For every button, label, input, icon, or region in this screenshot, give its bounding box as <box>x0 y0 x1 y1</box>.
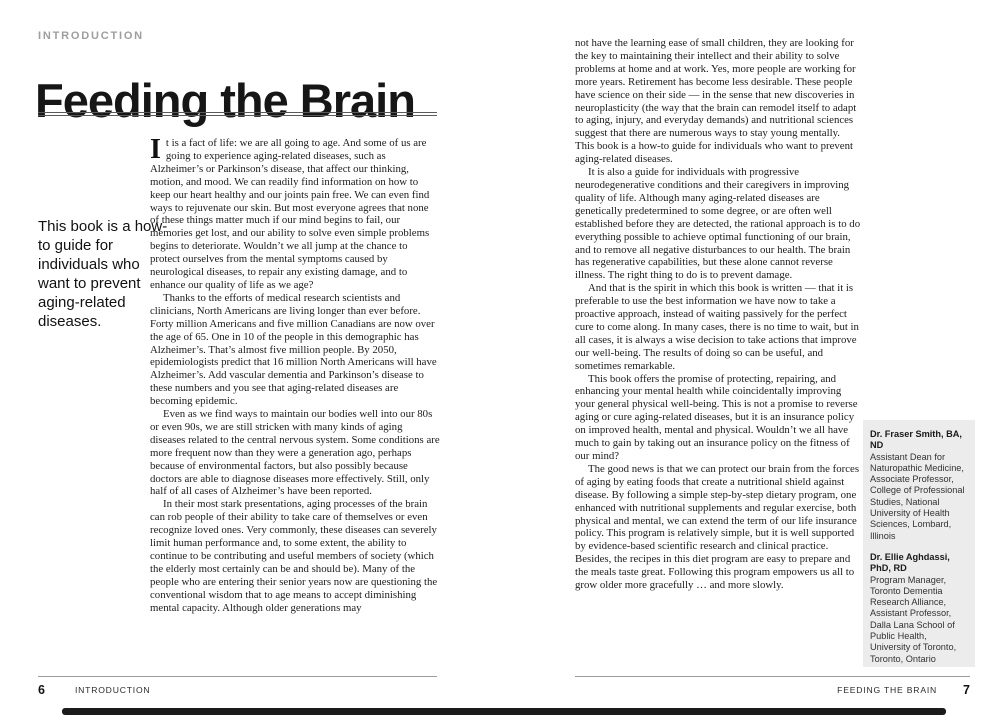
chapter-title: Feeding the Brain <box>35 74 415 128</box>
paragraph: not have the learning ease of small children, they are looking for the key to maintaining their intellect and their ability to solve problems at home and at work. Yes, more people are working for more years. Retirement has become less desirable. These people have science on their side — in the sense that new discoveries in neuroplasticity (the way that the brain can remodel itself to adapt to aging, injury, and everyday demands) and nutritional sciences suggest that there are numerous ways to stay young mentally. This book is a how-to guide for individuals who want to prevent aging-related diseases. <box>575 37 857 166</box>
bottom-shadow-bar <box>62 708 946 715</box>
right-footer-rule <box>575 676 970 677</box>
paragraph: And that is the spirit in which this book is written — that it is preferable to use the best information we have now to take a proactive approach, instead of waiting passively for the perfect cure to come along. In many cases, there is no time to wait, but in all cases, it is always a wise decision to take actions that improve our well-being. The results of doing so can be useful, and sometimes remarkable. <box>575 282 859 372</box>
right-footer <box>575 681 970 699</box>
author-bio: Assistant Dean for Naturopathic Medicine, Associate Professor, College of Professional Studies, National University of Health Sciences, Lombard, Illinois <box>870 451 965 541</box>
left-page-number: 6 <box>38 683 45 697</box>
pull-quote: This book is a how-to guide for individuals who want to prevent aging-related diseases. <box>38 218 168 330</box>
author-name: Dr. Fraser Smith, BA, ND <box>870 429 962 451</box>
paragraph: Thanks to the efforts of medical research scientists and clinicians, North Americans are living longer than ever before. Forty million Americans and five million Canadians are now over the age of 65. One in 10 of the people in this demographic has Alzheimer’s. That’s almost five million people. By 2050, epidemiologists predict that 16 million North Americans will have Alzheimer’s. Add vascular dementia and Parkinson’s disease to these numbers and you see that aging-related diseases are becoming epidemic. <box>150 291 437 408</box>
paragraph: The good news is that we can protect our brain from the forces of aging by eating foods that create a nutritional shield against disease. By following a simple step-by-step dietary program, one enhanced with nutritional supplements and regular exercise, both physical and mental, we can extend the term of our life insurance policy. This program is relatively simple, but it is well supported by evidence-based scientific research and clinical practice. Besides, the recipes in this diet program are easy to prepare and the meals taste great. Following this program empowers us all to grow older more gracefully … and more slowly. <box>575 462 860 592</box>
right-body-column <box>575 37 861 673</box>
paragraph: In their most stark presentations, aging processes of the brain can rob people of their ability to take care of themselves or even recognize loved ones. Very commonly, these diseases can severely limit human performance and, to some extent, the ability to continue to be contributing and useful members of society (which the elderly most certainly can be and should be). Many of the people who are entering their senior years now are questioning the conventional wisdom that to age means to accept diminishing mental capacity. Although older generations may <box>150 498 438 614</box>
paragraph: Even as we find ways to maintain our bodies well into our 80s or even 90s, we are still stricken with many kinds of aging diseases related to the central nervous system. Some conditions are more frequent now than they were a generation ago, perhaps because of environmental factors, but also possibly because doctors are able to diagnose diseases more effectively. Still, only half of all cases of Alzheimer’s have been reported. <box>150 408 440 498</box>
section-kicker: INTRODUCTION <box>38 30 144 42</box>
title-double-rule <box>38 112 437 116</box>
left-footer-label: INTRODUCTION <box>74 685 151 695</box>
paragraph: It is also a guide for individuals with progressive neurodegenerative conditions and their caregivers in improving quality of life. Although many aging-related diseases are genetically predetermined to some degree, or are often well established before they are detected, the rational approach is to do everything possible to achieve optimal functioning of our brain, and to remove all negative disturbances to our health. The brain has regenerative capabilities, but these alone cannot reverse illness. The right thing to do is to prevent damage. <box>575 166 861 282</box>
author-name: Dr. Ellie Aghdassi, PhD, RD <box>870 551 950 574</box>
author-credit <box>870 429 968 542</box>
left-footer-rule <box>38 676 437 677</box>
right-footer-label: FEEDING THE BRAIN <box>837 685 938 695</box>
left-body-column <box>150 137 440 671</box>
author-bio: Program Manager, Toronto Dementia Research Alliance, Assistant Professor, Dalla Lana School of Public Health, University of Toronto, Toronto, Ontario <box>870 574 957 664</box>
paragraph: This book offers the promise of protecting, repairing, and enhancing your mental health while coincidentally improving your general physical well-being. This is not a promise to reverse aging or cure aging-related diseases, but it is an insurance policy on improved health, mental and physical. Wouldn’t we all have much to gain by taking out an insurance policy on the fitness of our mind? <box>575 372 858 462</box>
author-credit <box>870 552 968 665</box>
author-credits-sidebar <box>863 420 975 667</box>
paragraph: It is a fact of life: we are all going to age. And some of us are going to experience aging-related diseases, such as Alzheimer’s or Parkinson’s disease, that affect our thinking, motion, and mood. We can readily find information on how to keep our heart healthy and our joints pain free. We can even find ways to rejuvenate our skin. But most everyone agrees that none of these things matter much if our mind begins to fail, our memories get lost, and our ability to solve even simple problems begins to deteriorate. Wouldn’t we all jump at the chance to protect ourselves from the mental symptoms caused by neurological diseases, to repair any existing damage, and to enhance our quality of life as we age? <box>150 137 430 291</box>
left-footer <box>38 681 437 699</box>
right-page-number: 7 <box>963 683 970 697</box>
